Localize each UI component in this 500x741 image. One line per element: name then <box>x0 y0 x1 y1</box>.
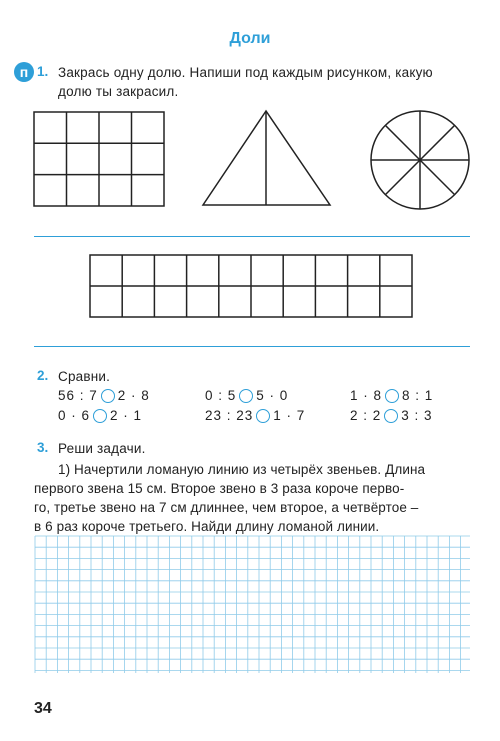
compare-circle-input[interactable] <box>256 409 270 423</box>
page-title: Доли <box>229 30 271 47</box>
problem-line: го, третье звено на 7 см длиннее, чем второе, а четвёртое – <box>34 500 419 515</box>
task3-number: 3. <box>37 440 49 455</box>
strip-figure <box>88 252 414 320</box>
task2-label: Сравни. <box>58 369 111 384</box>
answer-grid[interactable] <box>34 535 472 675</box>
grid-rectangle-figure <box>32 110 166 210</box>
answer-line-1 <box>34 236 470 237</box>
compare-circle-input[interactable] <box>385 389 399 403</box>
task3-label: Реши задачи. <box>58 441 146 456</box>
compare-circle-input[interactable] <box>384 409 398 423</box>
compare-circle-input[interactable] <box>101 389 115 403</box>
compare-item: 23 : 23 1 · 7 <box>205 408 306 423</box>
task1-number: 1. <box>37 64 49 79</box>
compare-circle-input[interactable] <box>93 409 107 423</box>
problem-line: в 6 раз короче третьего. Найди длину ломаной линии. <box>34 519 380 534</box>
problem-line: 1) Начертили ломаную линию из четырёх звеньев. Длина <box>58 462 426 477</box>
compare-item: 56 : 7 2 · 8 <box>58 388 150 403</box>
answer-line-2 <box>34 346 470 347</box>
triangle-figure <box>200 108 334 210</box>
compare-item: 2 : 2 3 : 3 <box>350 408 433 423</box>
task2-number: 2. <box>37 368 49 383</box>
p-badge-icon: п <box>14 62 34 82</box>
task1-line2: долю ты закрасил. <box>58 84 179 99</box>
circle-figure <box>368 108 472 212</box>
compare-item: 0 : 5 5 · 0 <box>205 388 289 403</box>
task1-line1: Закрась одну долю. Напиши под каждым рисунком, какую <box>58 65 433 80</box>
problem-line: первого звена 15 см. Второе звено в 3 раза короче перво- <box>34 481 405 496</box>
compare-item: 1 · 8 8 : 1 <box>350 388 434 403</box>
page-number: 34 <box>34 700 52 717</box>
compare-item: 0 · 6 2 · 1 <box>58 408 143 423</box>
compare-circle-input[interactable] <box>239 389 253 403</box>
